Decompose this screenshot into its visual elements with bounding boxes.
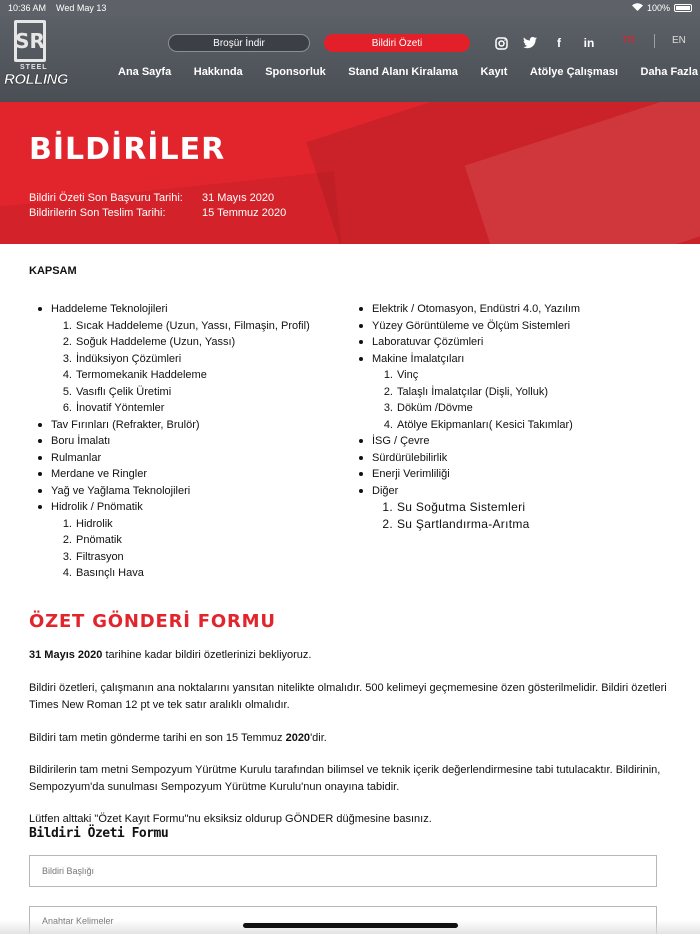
sub-list-item: 2. Soğuk Haddeleme (Uzun, Yassı) bbox=[62, 336, 236, 348]
list-item: Haddeleme Teknolojileri bbox=[37, 301, 357, 318]
list-item: Yüzey Görüntüleme ve Ölçüm Sistemleri bbox=[358, 318, 678, 335]
language-tr[interactable]: TR bbox=[622, 35, 636, 46]
sub-list-item: 3. Döküm /Dövme bbox=[383, 402, 473, 414]
paragraph-instructions: Lütfen alttaki "Özet Kayıt Formu"nu eksiksiz oldurup GÖNDER düğmesine basınız. bbox=[29, 813, 432, 825]
logo-steel-text: STEEL bbox=[20, 64, 48, 71]
abstract-form-title: ÖZET GÖNDERİ FORMU bbox=[29, 611, 276, 632]
language-en[interactable]: EN bbox=[672, 35, 686, 46]
nav-registration[interactable]: Kayıt bbox=[480, 66, 508, 78]
list-item: Yağ ve Yağlama Teknolojileri bbox=[37, 483, 357, 500]
list-item: Sürdürülebilirlik bbox=[358, 450, 678, 467]
paragraph-fulltext-deadline bbox=[29, 730, 669, 747]
instagram-icon[interactable] bbox=[492, 34, 510, 52]
deadline-row bbox=[29, 206, 286, 221]
status-right bbox=[632, 3, 692, 13]
scope-list-right bbox=[358, 301, 678, 532]
list-item: Diğer bbox=[358, 483, 678, 500]
sub-list-item-text: Sıcak Haddeleme (Uzun, Yassı, Filmaşin, Profil) bbox=[76, 319, 310, 332]
paragraph-text: tarihine kadar bildiri özetlerinizi bekliyoruz. bbox=[102, 649, 312, 661]
paragraph-text: 'dir. bbox=[310, 732, 327, 744]
sub-list-item: 4. Basınçlı Hava bbox=[62, 567, 144, 579]
paragraph-deadline bbox=[29, 647, 669, 664]
status-date: Wed May 13 bbox=[56, 3, 107, 13]
sub-list-item-text: Atölye Ekipmanları( Kesici Takımlar) bbox=[397, 418, 573, 431]
wifi-icon bbox=[632, 3, 643, 13]
list-item: Elektrik / Otomasyon, Endüstri 4.0, Yazılım bbox=[358, 301, 678, 318]
nav-sponsorship[interactable]: Sponsorluk bbox=[265, 66, 326, 78]
scope-list-left bbox=[37, 301, 357, 582]
sub-list-item-text: Talaşlı İmalatçılar (Dişli, Yolluk) bbox=[397, 385, 548, 398]
hero-banner bbox=[0, 102, 700, 244]
list-item: Tav Fırınları (Refrakter, Brulör) bbox=[37, 417, 357, 434]
logo-mark: SR bbox=[14, 20, 46, 62]
list-item: Laboratuvar Çözümleri bbox=[358, 334, 678, 351]
main-nav bbox=[118, 66, 698, 78]
sub-list-item: 4. Atölye Ekipmanları( Kesici Takımlar) bbox=[383, 418, 573, 431]
download-brochure-button[interactable]: Broşür İndir bbox=[168, 34, 310, 52]
steel-rolling-logo[interactable] bbox=[4, 20, 68, 90]
sub-list-item-text: İndüksiyon Çözümleri bbox=[76, 352, 182, 365]
sub-list-item: 3. İndüksiyon Çözümleri bbox=[62, 352, 182, 365]
language-divider bbox=[654, 34, 655, 48]
status-bar bbox=[0, 0, 700, 16]
deadline-bold: 31 Mayıs 2020 bbox=[29, 649, 103, 661]
home-indicator[interactable] bbox=[243, 923, 458, 928]
list-item: Rulmanlar bbox=[37, 450, 357, 467]
sub-list-item-text: Döküm /Dövme bbox=[397, 402, 473, 414]
sub-list-item-text: Soğuk Haddeleme (Uzun, Yassı) bbox=[76, 336, 236, 348]
nav-stand-rental[interactable]: Stand Alanı Kiralama bbox=[348, 66, 458, 78]
sub-list-item-text: Pnömatik bbox=[76, 534, 122, 546]
list-item: Hidrolik / Pnömatik bbox=[37, 499, 357, 516]
deadline-label: Bildiri Özeti Son Başvuru Tarihi: bbox=[29, 192, 183, 204]
nav-home[interactable]: Ana Sayfa bbox=[118, 66, 172, 78]
battery-percent: 100% bbox=[646, 3, 670, 13]
sub-list-item: 2. Su Şartlandırma-Arıtma bbox=[382, 516, 530, 531]
nav-workshop[interactable]: Atölye Çalışması bbox=[529, 66, 618, 78]
sub-list-item-text: Termomekanik Haddeleme bbox=[76, 369, 207, 381]
sub-list-item-text: Vinç bbox=[397, 369, 419, 381]
sub-list-item-text: Basınçlı Hava bbox=[76, 567, 144, 579]
sub-list-item-text: Filtrasyon bbox=[76, 550, 124, 563]
sub-list-item: 3. Filtrasyon bbox=[62, 550, 124, 563]
sub-list-item: 6. İnovatif Yöntemler bbox=[62, 402, 165, 414]
list-item: Makine İmalatçıları bbox=[358, 351, 678, 368]
linkedin-icon[interactable]: in bbox=[583, 36, 595, 50]
form-label: Bildiri Özeti Formu bbox=[29, 826, 169, 841]
year-bold: 2020 bbox=[285, 732, 311, 744]
sub-list-item: 2. Pnömatik bbox=[62, 534, 122, 546]
list-item: Merdane ve Ringler bbox=[37, 466, 357, 483]
deadline-value: 15 Temmuz 2020 bbox=[202, 207, 287, 219]
list-item: Enerji Verimliliği bbox=[358, 466, 678, 483]
sub-list-item: 1. Vinç bbox=[383, 369, 419, 381]
scope-heading: KAPSAM bbox=[29, 265, 77, 277]
sub-list-item-text: Su Şartlandırma-Arıtma bbox=[397, 516, 530, 531]
status-time: 10:36 AM bbox=[8, 3, 47, 13]
sub-list-item-text: İnovatif Yöntemler bbox=[76, 402, 165, 414]
sub-list-item: 4. Termomekanik Haddeleme bbox=[62, 369, 207, 381]
deadline-dates bbox=[29, 191, 286, 221]
abstract-button[interactable]: Bildiri Özeti bbox=[324, 34, 470, 52]
sub-list-item: 1. Hidrolik bbox=[62, 517, 113, 530]
sub-list-item: 5. Vasıflı Çelik Üretimi bbox=[62, 385, 172, 398]
facebook-icon[interactable]: f bbox=[557, 36, 561, 50]
paragraph-guidelines: Bildiri özetleri, çalışmanın ana noktalarını yansıtan nitelikte olmalıdır. 500 kelimeyi geçmemesine özen gösterilmelidir. Bildiri özetleri Times New Roman 12 pt ve tek satır aralıklı olmalıdır. bbox=[29, 682, 667, 711]
abstract-title-input[interactable] bbox=[29, 855, 657, 887]
sub-list-item-text: Hidrolik bbox=[76, 517, 113, 530]
sub-list-item-text: Su Soğutma Sistemleri bbox=[397, 500, 526, 514]
battery-icon bbox=[674, 4, 692, 12]
sub-list-item: 2. Talaşlı İmalatçılar (Dişli, Yolluk) bbox=[383, 385, 548, 398]
sub-list-item: 1. Su Soğutma Sistemleri bbox=[382, 500, 526, 514]
twitter-icon[interactable] bbox=[521, 34, 539, 52]
deadline-label: Bildirilerin Son Teslim Tarihi: bbox=[29, 207, 166, 219]
nav-more[interactable]: Daha Fazla bbox=[640, 66, 698, 78]
deadline-row bbox=[29, 191, 286, 206]
nav-about[interactable]: Hakkında bbox=[193, 66, 243, 78]
sub-list-item-text: Vasıflı Çelik Üretimi bbox=[76, 385, 172, 398]
deadline-value: 31 Mayıs 2020 bbox=[202, 192, 275, 204]
list-item: Boru İmalatı bbox=[37, 433, 357, 450]
page-title: BİLDİRİLER bbox=[29, 132, 226, 167]
sub-list-item: 1. Sıcak Haddeleme (Uzun, Yassı, Filmaşin, Profil) bbox=[62, 319, 310, 332]
list-item: İSG / Çevre bbox=[358, 433, 678, 450]
paragraph-text: Bildiri tam metin gönderme tarihi en son 15 Temmuz bbox=[29, 732, 286, 744]
logo-rolling-text: ROLLING bbox=[4, 71, 68, 88]
site-header bbox=[0, 16, 700, 102]
paragraph-review: Bildirilerin tam metni Sempozyum Yürütme Kurulu tarafından bilimsel ve teknik içerik değerlendirmesine tabi tutulacaktır. Bildirinin, Sempozyum'da sunulması Sempozyum Yürütme Kurulu'nun onayına tabidir. bbox=[29, 764, 661, 793]
